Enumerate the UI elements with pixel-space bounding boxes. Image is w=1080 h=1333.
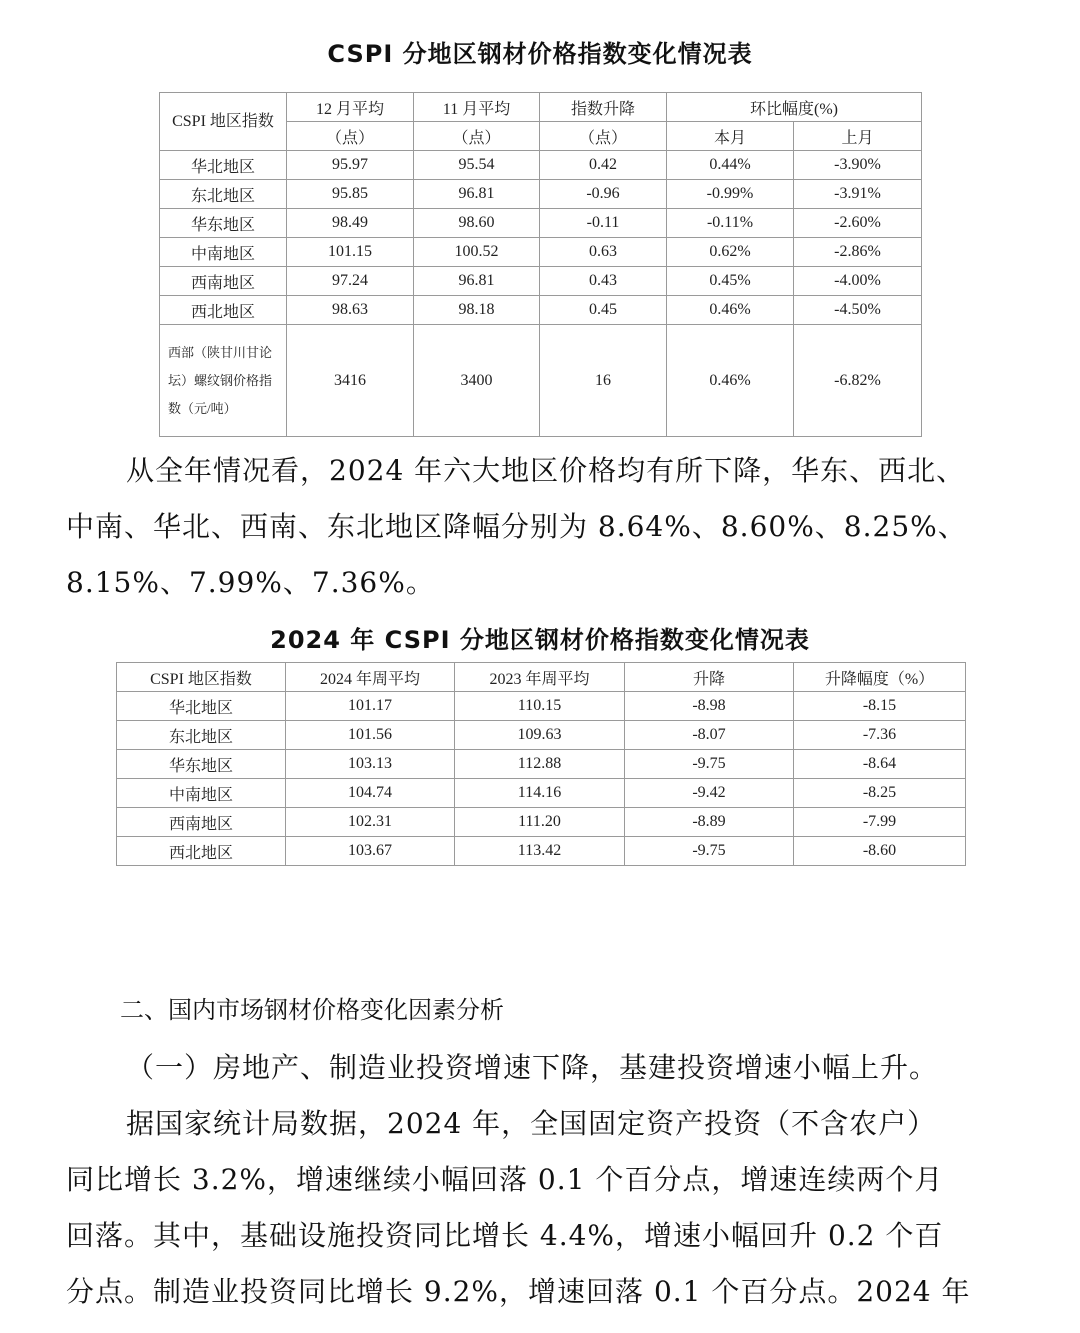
section-body: [66, 1040, 1026, 1320]
cell: 0.45%: [667, 267, 794, 296]
header-dec-avg: 12 月平均: [287, 93, 414, 122]
header-this-month: 本月: [667, 122, 794, 151]
table-row: [117, 837, 966, 866]
cell: 101.15: [287, 238, 414, 267]
header-cell: 2024 年周平均: [286, 663, 455, 692]
cell: 0.46%: [667, 296, 794, 325]
table-row: [160, 325, 922, 437]
cell: -8.64: [794, 750, 966, 779]
table-row: [160, 296, 922, 325]
cell: 东北地区: [160, 180, 287, 209]
cell: 0.46%: [667, 325, 794, 437]
cell: 中南地区: [117, 779, 286, 808]
cell: 3416: [287, 325, 414, 437]
cell: 101.56: [286, 721, 455, 750]
table-row: [117, 750, 966, 779]
header-cell: 升降: [625, 663, 794, 692]
cell: 西部（陕甘川甘论坛）螺纹钢价格指数（元/吨）: [160, 325, 287, 437]
cell: 111.20: [455, 808, 625, 837]
cell: -9.42: [625, 779, 794, 808]
cell: -7.99: [794, 808, 966, 837]
section-heading: 二、国内市场钢材价格变化因素分析: [120, 996, 504, 1024]
cell: -0.99%: [667, 180, 794, 209]
cell: 109.63: [455, 721, 625, 750]
cell: 0.45: [540, 296, 667, 325]
cell: 16: [540, 325, 667, 437]
header-change-unit: （点）: [540, 122, 667, 151]
table-header-row: [117, 663, 966, 692]
table-row: [160, 267, 922, 296]
cell: 98.49: [287, 209, 414, 238]
cell: -8.98: [625, 692, 794, 721]
cell: 98.60: [414, 209, 540, 238]
cell: 西南地区: [117, 808, 286, 837]
cell: -9.75: [625, 837, 794, 866]
cell: -7.36: [794, 721, 966, 750]
table2-title: 2024 年 CSPI 分地区钢材价格指数变化情况表: [270, 626, 810, 654]
cell: 0.43: [540, 267, 667, 296]
cell: 西北地区: [160, 296, 287, 325]
cell: 西南地区: [160, 267, 287, 296]
cell: 0.42: [540, 151, 667, 180]
annual-price-index-table: [116, 662, 966, 866]
header-region: CSPI 地区指数: [160, 93, 287, 151]
cell: 113.42: [455, 837, 625, 866]
table-row: [117, 808, 966, 837]
cell: 103.67: [286, 837, 455, 866]
table-row: [117, 721, 966, 750]
table-row: [160, 238, 922, 267]
cell: -0.11: [540, 209, 667, 238]
cell: 114.16: [455, 779, 625, 808]
cell: -2.86%: [794, 238, 922, 267]
cell: 西北地区: [117, 837, 286, 866]
cell: -9.75: [625, 750, 794, 779]
header-nov-avg: 11 月平均: [414, 93, 540, 122]
cell: 96.81: [414, 267, 540, 296]
cell: 3400: [414, 325, 540, 437]
cell: 0.62%: [667, 238, 794, 267]
header-cell: 2023 年周平均: [455, 663, 625, 692]
header-cell: 升降幅度（%）: [794, 663, 966, 692]
cell: 华东地区: [117, 750, 286, 779]
paragraph-annual-summary: [66, 443, 1026, 611]
cell: 96.81: [414, 180, 540, 209]
paragraph-line: 8.15%、7.99%、7.36%。: [66, 566, 435, 599]
cell: -0.96: [540, 180, 667, 209]
paragraph-line: 从全年情况看，2024 年六大地区价格均有所下降，华东、西北、: [126, 454, 966, 487]
cell: 104.74: [286, 779, 455, 808]
header-last-month: 上月: [794, 122, 922, 151]
cell: 102.31: [286, 808, 455, 837]
subheading: （一）房地产、制造业投资增速下降，基建投资增速小幅上升。: [126, 1051, 939, 1084]
cell: -8.25: [794, 779, 966, 808]
header-change: 指数升降: [540, 93, 667, 122]
cell: 112.88: [455, 750, 625, 779]
paragraph-line: 中南、华北、西南、东北地区降幅分别为 8.64%、8.60%、8.25%、: [66, 510, 967, 543]
table-row: [160, 209, 922, 238]
cell: 华北地区: [160, 151, 287, 180]
cell: 95.97: [287, 151, 414, 180]
cell: 110.15: [455, 692, 625, 721]
cell: 0.44%: [667, 151, 794, 180]
cell: 98.18: [414, 296, 540, 325]
table-row: [117, 692, 966, 721]
regional-price-index-table: [159, 92, 922, 437]
paragraph-line: 分点。制造业投资同比增长 9.2%，增速回落 0.1 个百分点。2024 年: [66, 1275, 971, 1308]
header-cell: CSPI 地区指数: [117, 663, 286, 692]
header-nov-unit: （点）: [414, 122, 540, 151]
cell: 100.52: [414, 238, 540, 267]
cell: 101.17: [286, 692, 455, 721]
cell: 华东地区: [160, 209, 287, 238]
cell: -3.90%: [794, 151, 922, 180]
cell: -0.11%: [667, 209, 794, 238]
cell: 中南地区: [160, 238, 287, 267]
paragraph-line: 同比增长 3.2%，增速继续小幅回落 0.1 个百分点，增速连续两个月: [66, 1163, 944, 1196]
cell: -8.15: [794, 692, 966, 721]
cell: -4.50%: [794, 296, 922, 325]
cell: 95.54: [414, 151, 540, 180]
cell: -3.91%: [794, 180, 922, 209]
table1-title: CSPI 分地区钢材价格指数变化情况表: [327, 40, 753, 68]
cell: -8.89: [625, 808, 794, 837]
table-row: [160, 180, 922, 209]
cell: -6.82%: [794, 325, 922, 437]
cell: 103.13: [286, 750, 455, 779]
paragraph-line: 据国家统计局数据，2024 年，全国固定资产投资（不含农户）: [126, 1107, 937, 1140]
cell: 97.24: [287, 267, 414, 296]
paragraph-line: 回落。其中，基础设施投资同比增长 4.4%，增速小幅回升 0.2 个百: [66, 1219, 944, 1252]
cell: 东北地区: [117, 721, 286, 750]
cell: 华北地区: [117, 692, 286, 721]
table-row: [160, 151, 922, 180]
cell: 0.63: [540, 238, 667, 267]
cell: -2.60%: [794, 209, 922, 238]
table-row: [117, 779, 966, 808]
cell: -8.60: [794, 837, 966, 866]
cell: 98.63: [287, 296, 414, 325]
cell: -4.00%: [794, 267, 922, 296]
cell: 95.85: [287, 180, 414, 209]
header-mom: 环比幅度(%): [667, 93, 922, 122]
cell: -8.07: [625, 721, 794, 750]
header-dec-unit: （点）: [287, 122, 414, 151]
